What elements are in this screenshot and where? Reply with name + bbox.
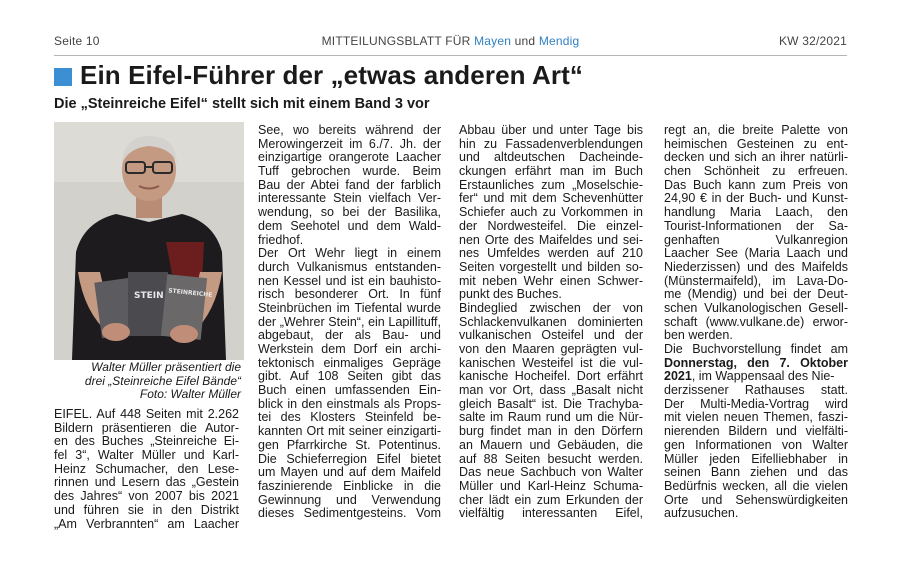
caption-line: Walter Müller präsentiert die [91, 360, 241, 374]
text-line: salte im Raum rund um die Nür- [459, 410, 643, 425]
caption-line: drei „Steinreiche Eifel Bände“ [84, 373, 241, 388]
text-line: Heinz Schumacher, den Lese- [54, 461, 239, 476]
text-line: schen Vulkanologischen Gesell- [664, 300, 848, 315]
text-line: Steinbrüchen im Tiefental wurde [258, 300, 441, 315]
text-line: an Mauern und Gebäuden, die [459, 437, 643, 452]
text-line: blick in den einstmals als Props- [258, 396, 441, 411]
text-line: schaft (www.vulkane.de) erwor- [664, 314, 848, 329]
text-line: Erstaunliches zum „Moselschie- [459, 177, 643, 192]
text-line: Schlackenvulkanen dominierten [459, 314, 643, 329]
event-date: Donnerstag, den 7. Oktober [664, 355, 848, 370]
text-line: mit vielen neuen Themen, faszi- [664, 410, 848, 425]
text-line: EIFEL. Auf 448 Seiten mit 2.262 [54, 407, 239, 421]
text-line: Werkstein dem Dorf ein archi- [258, 342, 441, 356]
text-line: Die Schieferregion Eifel bietet [258, 451, 441, 466]
text-line: (Münstermaifeld), im Lava-Do- [664, 273, 848, 288]
text-line [664, 370, 848, 384]
text-line: der Nordwesteifel. Die einzel- [459, 218, 643, 233]
text-line: Gewinnung und Verwendung [258, 492, 441, 507]
text-line: interessante Stein vielfach Ver- [258, 191, 441, 206]
text-line: Laacher See (Maria Laach und [664, 246, 848, 261]
text-line: faszinierende Einblicke in die [258, 478, 441, 493]
article-title: Ein Eifel-Führer der „etwas anderen Art“ [80, 60, 583, 90]
text-line: vielfältig interessanten Eifel, [459, 506, 643, 521]
text-line: Der Ort Wehr liegt in einem [258, 246, 441, 261]
text-line: seinen Bann ziehen und das [664, 465, 848, 480]
text-line: punkt des Buches. [459, 287, 562, 302]
text-line: Die Buchvorstellung findet am [664, 342, 848, 356]
masthead-town-mayen: Mayen [474, 34, 512, 48]
text-line: kannten Ort mit seiner einzigarti- [258, 424, 441, 439]
masthead-prefix: MITTEILUNGSBLATT FÜR [321, 34, 471, 48]
text-line: nierenden Bildern und vielfälti- [664, 424, 848, 439]
text-line: Bildern präsentieren die Autor- [54, 420, 239, 435]
page-header [54, 34, 847, 52]
masthead [54, 34, 847, 48]
masthead-town-mendig: Mendig [538, 34, 580, 48]
text-line: heimischen Gesteinen zu ent- [664, 136, 848, 151]
author-photo [54, 122, 244, 360]
text-line: um Mayen und auf dem Maifeld [258, 465, 441, 480]
text-line: en des Buches „Steinreiche Ei- [54, 434, 239, 449]
text-line: Bedürfnis wecken, all die vielen [664, 478, 848, 493]
text-line: burg findet man in den Dörfern [459, 424, 643, 439]
book-spine-text-2: STEINREICHE [167, 287, 213, 299]
text-line: cher lädt ein zum Erkunden der [459, 492, 643, 507]
text-line: genhaften Vulkanregion [664, 232, 848, 247]
text-line: vulkanischen Osteifel und der [459, 328, 643, 343]
text-line: Niederzissen) und des Maifelds [664, 259, 848, 274]
text-line: kanischen Westeifel ist die vul- [459, 355, 643, 370]
header-divider [54, 55, 847, 56]
caption-photo-credit: Foto: Walter Müller [139, 387, 241, 401]
text-line: Tourist-Informationen der Sa- [664, 218, 848, 233]
text-line: von den Maaren geprägten vul- [459, 342, 643, 356]
text-line: Seiten vorgestellt und bilden so- [459, 259, 643, 274]
text-line [664, 357, 848, 371]
column-1 [54, 408, 239, 531]
calendar-week: KW 32/2021 [778, 34, 847, 48]
text-line: nen Orte des Maifeldes und sei- [459, 232, 643, 247]
event-year: 2021 [664, 369, 692, 384]
masthead-and: und [514, 34, 536, 48]
text-line: aufzusuchen. [664, 506, 739, 521]
text-line: der „Wehrer Stein“, ein Lapillituff, [258, 314, 441, 329]
text-line: gen Informationen von Walter [664, 437, 848, 452]
text-line: und altdeutschen Dacheinde- [459, 150, 643, 165]
text-line: man vor Ort, dass „Basalt nicht [459, 383, 643, 398]
text-line: und führen sie in den Distrikt [54, 502, 239, 517]
text-line: auf 88 Seiten besucht werden. [459, 451, 643, 466]
text-line: hin zu Fassadenverblendungen [459, 136, 643, 151]
text-line: me (Mendig) und bei der Deut- [664, 287, 848, 302]
text-line: gen Pfarrkirche St. Potentinus. [258, 437, 441, 452]
text-line: decken und sich an ihrer natürli- [664, 150, 848, 165]
text-line: Buch einen umfassenden Ein- [258, 383, 441, 398]
text-line: Das Buch kann zum Preis von [664, 177, 848, 192]
text-line: kanische Hocheifel. Dort erfährt [459, 369, 643, 384]
text-line: Merowingerzeit im 6./7. Jh. der [258, 136, 441, 151]
text-line: See, wo bereits während der [258, 123, 441, 137]
text-line: des Jahres“ von 2007 bis 2021 [54, 489, 239, 504]
column-4 [664, 124, 848, 521]
text-line: Das neue Sachbuch von Walter [459, 465, 643, 480]
text-line: fel 3“, Walter Müller und Karl- [54, 448, 239, 463]
text-line: Der Multi-Media-Vortrag wird [664, 396, 848, 411]
text-line: gibt. Auf 108 Seiten gibt das [258, 369, 441, 384]
text-line: tektonisch einmaliges Gepräge [258, 355, 441, 370]
text-line: Bau der Abtei fand der farblich [258, 177, 441, 192]
article-subtitle: Die „Steinreiche Eifel“ stellt sich mit einem Band 3 vor [54, 96, 430, 112]
text-line: derzissener Rathauses statt. [664, 383, 848, 398]
text-line: Schiefer auch zu Vorkommen in [459, 205, 643, 220]
text-line: risch besonderer Ort. In fünf [258, 287, 441, 302]
photo-caption [54, 361, 241, 402]
text-line: 24,90 € in der Buch- und Kunst- [664, 191, 848, 206]
text-line: rinnen und Lesern das „Gestein [54, 475, 239, 490]
text-line: Müller jeden Eifelliebhaber in [664, 451, 848, 466]
text-line: Bindeglied zwischen der von [459, 300, 643, 315]
text-line: ben werden. [664, 328, 733, 343]
text-line: Tuff gebrochen wurde. Beim [258, 164, 441, 179]
text-line: tei des Klosters Steinfeld be- [258, 410, 441, 425]
text-line: Orte und Sehenswürdigkeiten [664, 492, 848, 507]
headline-square-icon [54, 68, 72, 86]
text-line: nen Kessel und ist ein bauhisto- [258, 273, 441, 288]
headline-row [54, 60, 861, 92]
text-line: dem Seehotel und dem Wald- [258, 218, 441, 233]
text-line: fer“ und mit dem Schevenhütter [459, 191, 643, 206]
book-spine-text-1: STEIN [134, 291, 164, 301]
text-line: friedhof. [258, 232, 304, 247]
text-line: dieses Sedimentgesteins. Vom [258, 506, 441, 521]
text-line: chen Schönheit zu erfreuen. [664, 164, 848, 179]
page-number: Seite 10 [54, 34, 100, 48]
text-line: wendung, so bei der Basilika, [258, 205, 441, 220]
text-line: durch Vulkanismus entstanden- [258, 259, 441, 274]
text-line: mit neben Wehr einen Schwer- [459, 273, 643, 288]
text-line: „Am Verbrannten“ am Laacher [54, 516, 239, 531]
column-3 [459, 124, 643, 521]
text-line: handlung Maria Laach, den [664, 205, 848, 220]
text-line: Abbau über und unter Tage bis [459, 123, 643, 137]
text-line: ckungen erfährt man im Buch [459, 164, 643, 179]
column-2 [258, 124, 441, 521]
event-location-text: , im Wappensaal des Nie- [691, 369, 835, 384]
text-line: gleich Basalt“ ist. Die Trachyba- [459, 396, 643, 411]
text-line: nes Umfeldes werden auf 210 [459, 246, 643, 261]
text-line: Müller und Karl-Heinz Schuma- [459, 478, 643, 493]
text-line: einzigartige orangerote Laacher [258, 150, 441, 165]
text-line: regt an, die breite Palette von [664, 123, 848, 137]
text-line: abgebaut, der als Bau- und [258, 328, 441, 343]
